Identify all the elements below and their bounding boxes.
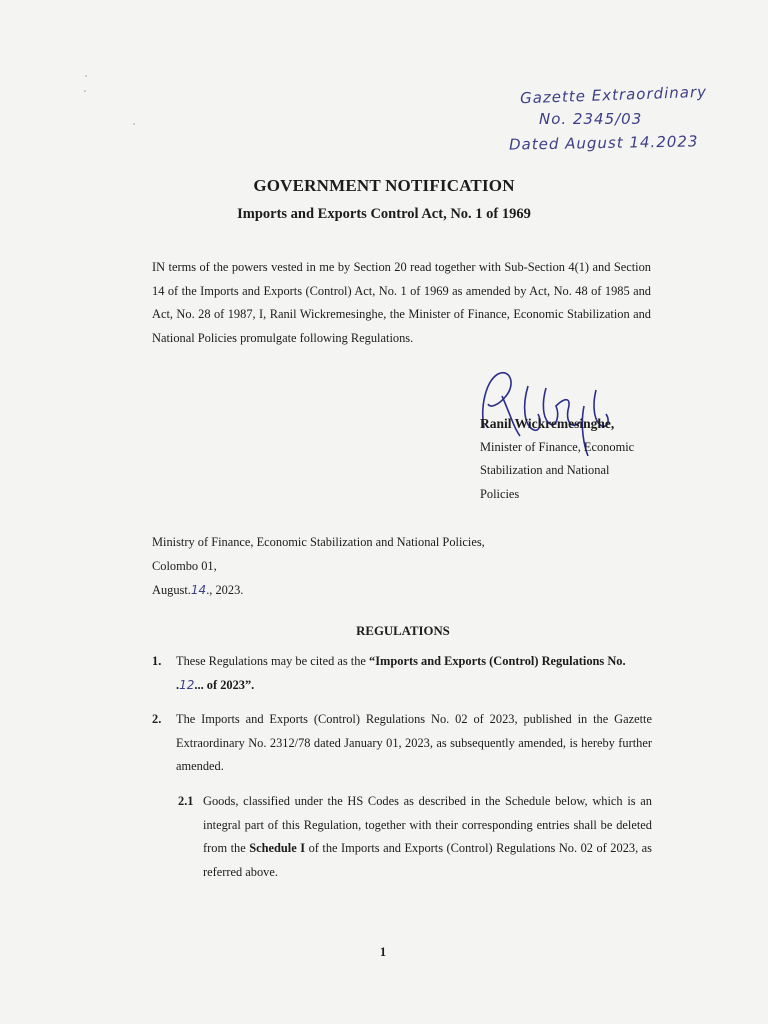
regulation-title: “Imports and Exports (Control) Regulations No. xyxy=(369,654,626,668)
regulation-title-end: ... of 2023”. xyxy=(194,677,255,692)
ministry-name: Ministry of Finance, Economic Stabilization and National Policies, xyxy=(152,535,485,549)
scan-speck xyxy=(133,123,135,125)
item-number: 2.1 xyxy=(178,794,194,808)
signatory-title-1: Minister of Finance, Economic xyxy=(480,439,635,454)
item-number: 2. xyxy=(152,712,162,726)
regulations-heading: REGULATIONS xyxy=(356,624,450,638)
item-text: Goods, classified under the HS Codes as described in the Schedule below, which is an integral part of this Regulation, together with their corresponding entries shall be deleted from the Schedule I of the Imports and Exports (Control) Regulations No. 02 of 2023, as referred above. xyxy=(203,794,653,879)
date-day-handwritten: 14 xyxy=(190,583,207,597)
ministry-city: Colombo 01, xyxy=(152,559,217,573)
date-suffix: ., 2023. xyxy=(206,583,244,597)
item-text: These Regulations may be cited as the “Imports and Exports (Control) Regulations No. .12... of 2023”. xyxy=(176,654,626,692)
scan-speck xyxy=(84,90,86,92)
ministry-date xyxy=(152,578,652,602)
regulation-number-handwritten: 12 xyxy=(179,677,195,692)
page-subtitle: Imports and Exports Control Act, No. 1 of 1969 xyxy=(237,206,531,222)
intro-paragraph: IN terms of the powers vested in me by Section 20 read together with Sub-Section 4(1) and Section 14 of the Imports and Exports (Control) Act, No. 1 of 1969 as amended by Act, No. 48 of 1985 and Act, No. 28 of 1987, I, Ranil Wickremesinghe, the Minister of Finance, Economic Stabilization and National Policies promulgate following Regulations. xyxy=(152,260,651,345)
signatory-title-3: Policies xyxy=(480,486,520,501)
signatory-block xyxy=(480,412,680,506)
stamp-line-3: Dated August 14.2023 xyxy=(508,132,699,154)
schedule-reference: Schedule I xyxy=(249,841,306,855)
stamp-line-1: Gazette Extraordinary xyxy=(519,82,708,108)
item-number: 1. xyxy=(152,654,162,668)
scan-speck xyxy=(85,75,87,77)
stamp-line-2: No. 2345/03 xyxy=(539,110,643,128)
date-prefix: August. xyxy=(152,583,191,597)
item-text: The Imports and Exports (Control) Regulations No. 02 of 2023, published in the Gazette Extraordinary No. 2312/78 dated January 01, 2023, as subsequently amended, is hereby further amended. xyxy=(176,712,652,773)
page-number: 1 xyxy=(379,945,387,959)
ministry-address xyxy=(152,530,652,602)
signatory-title-2: Stabilization and National xyxy=(480,463,610,477)
signatory-name: Ranil Wickremesinghe, xyxy=(480,416,615,431)
page-title: GOVERNMENT NOTIFICATION xyxy=(253,176,515,195)
